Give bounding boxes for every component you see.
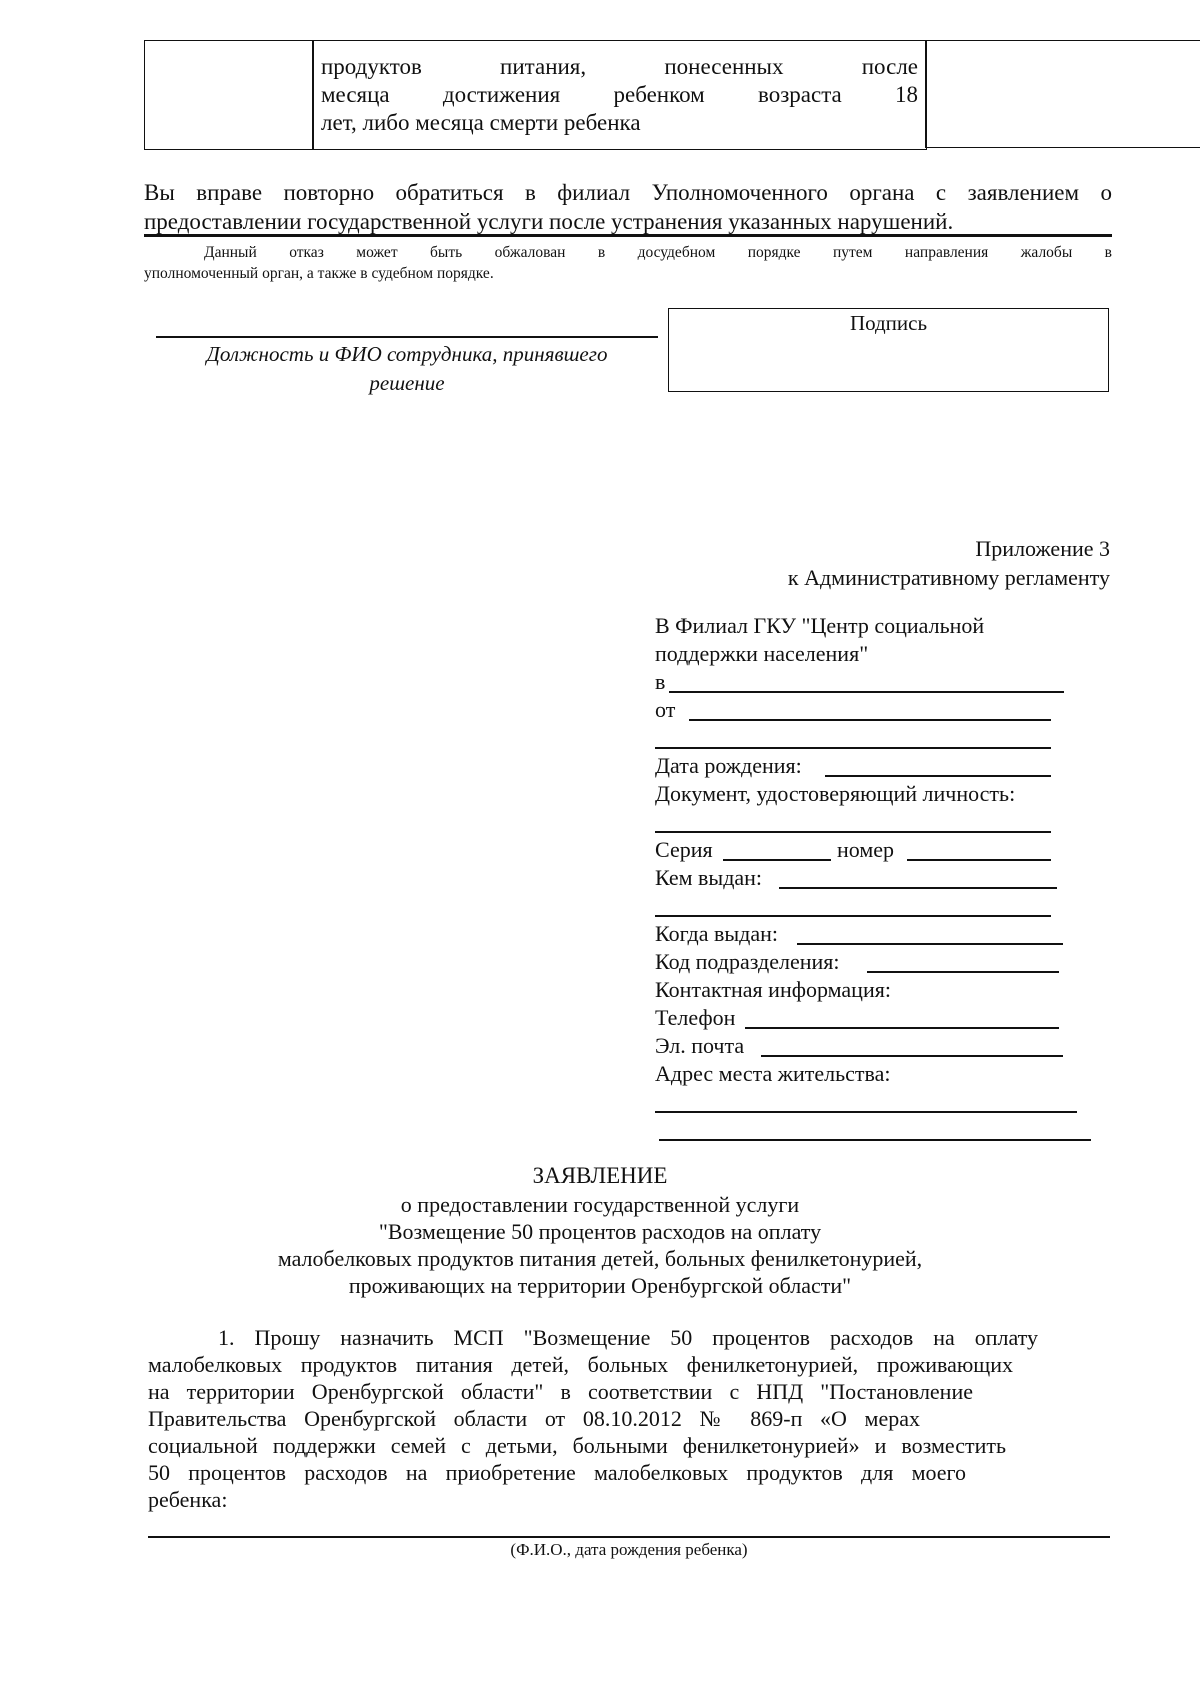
appendix-reference: к Административному регламенту [787,565,1110,590]
paragraph-line: малобелковых продуктов питания детей, больных фенилкетонурией, проживающих [148,1352,1013,1377]
statement-title [0,1162,1200,1299]
paragraph-line: ребенка: [148,1487,228,1512]
number-label: номер [837,837,895,862]
child-info-field[interactable] [148,1536,1110,1538]
addressee-block [655,612,1115,1144]
division-code-label: Код подразделения: [655,949,840,974]
from-label: от [655,697,676,722]
addressee-line: поддержки населения" [655,641,869,666]
from-field[interactable] [689,719,1051,721]
birth-date-field[interactable] [825,775,1051,777]
table-cell-text [312,40,927,150]
from-field-continued[interactable] [655,747,1051,749]
reapply-notice [144,178,1112,236]
paragraph-line: 50 процентов расходов на приобретение малобелковых продуктов для моего [148,1460,966,1485]
paragraph-line: социальной поддержки семей с детьми, больными фенилкетонурией» и возместить [148,1433,1006,1458]
appeal-line: уполномоченный орган, а также в судебном порядке. [144,265,494,282]
birth-date-label: Дата рождения: [655,753,802,778]
statement-subtitle-line: малобелковых продуктов питания детей, больных фенилкетонурией, [277,1246,923,1271]
division-code-field[interactable] [867,971,1059,973]
id-document-field[interactable] [655,831,1051,833]
statement-heading: ЗАЯВЛЕНИЕ [532,1163,668,1188]
appendix-header [788,534,1110,592]
statement-subtitle-line: проживающих на территории Оренбургской области" [348,1273,852,1298]
residence-field[interactable] [655,1111,1077,1113]
series-field[interactable] [723,859,831,861]
position-caption-line: Должность и ФИО сотрудника, принявшего [206,342,608,366]
phone-field[interactable] [745,1027,1059,1029]
in-field[interactable] [669,691,1064,693]
statement-subtitle-line: о предоставлении государственной услуги [400,1192,800,1217]
position-name-line [156,336,658,338]
table-text-line: продуктов питания, понесенных после [321,54,918,79]
email-label: Эл. почта [655,1033,745,1058]
residence-label: Адрес места жительства: [655,1061,891,1086]
position-caption [156,340,658,398]
contact-info-label: Контактная информация: [655,977,891,1002]
table-text-line: месяца достижения ребенком возраста 18 [321,82,918,107]
id-document-label: Документ, удостоверяющий личность: [655,781,1016,806]
issue-date-label: Когда выдан: [655,921,778,946]
residence-field-continued[interactable] [659,1139,1091,1141]
series-label: Серия [655,837,713,862]
in-label: в [655,669,666,694]
paragraph-line: на территории Оренбургской области" в соответствии с НПД "Постановление [148,1379,973,1404]
divider-rule [144,234,1112,237]
issued-by-field-continued[interactable] [655,915,1051,917]
position-caption-line: решение [369,371,445,395]
notice-line: предоставлении государственной услуги после устранения указанных нарушений. [144,209,954,234]
paragraph-line: 1. Прошу назначить МСП "Возмещение 50 процентов расходов на оплату [218,1325,1038,1350]
signature-label: Подпись [849,311,928,335]
appendix-number: Приложение 3 [975,536,1110,561]
continuation-table [144,40,1084,150]
table-text-line: лет, либо месяца смерти ребенка [321,110,641,135]
email-field[interactable] [761,1055,1063,1057]
statement-subtitle-line: "Возмещение 50 процентов расходов на оплату [378,1219,822,1244]
child-info-caption: (Ф.И.О., дата рождения ребенка) [510,1540,748,1559]
issued-by-field[interactable] [779,887,1057,889]
signature-box [668,308,1109,392]
table-cell-empty-right [925,40,1200,148]
appeal-line: Данный отказ может быть обжалован в досудебном порядке путем направления жалобы в [204,244,1112,261]
issue-date-field[interactable] [797,943,1063,945]
request-paragraph [148,1324,1048,1513]
paragraph-line: Правительства Оренбургской области от 08.10.2012 № 869-п «О мерах [148,1406,920,1431]
number-field[interactable] [907,859,1051,861]
notice-line: Вы вправе повторно обратиться в филиал Уполномоченного органа с заявлением о [144,180,1112,205]
phone-label: Телефон [655,1005,736,1030]
addressee-line: В Филиал ГКУ "Центр социальной [655,613,985,638]
table-cell-empty-left [144,40,314,150]
appeal-note [144,242,1112,284]
issued-by-label: Кем выдан: [655,865,763,890]
